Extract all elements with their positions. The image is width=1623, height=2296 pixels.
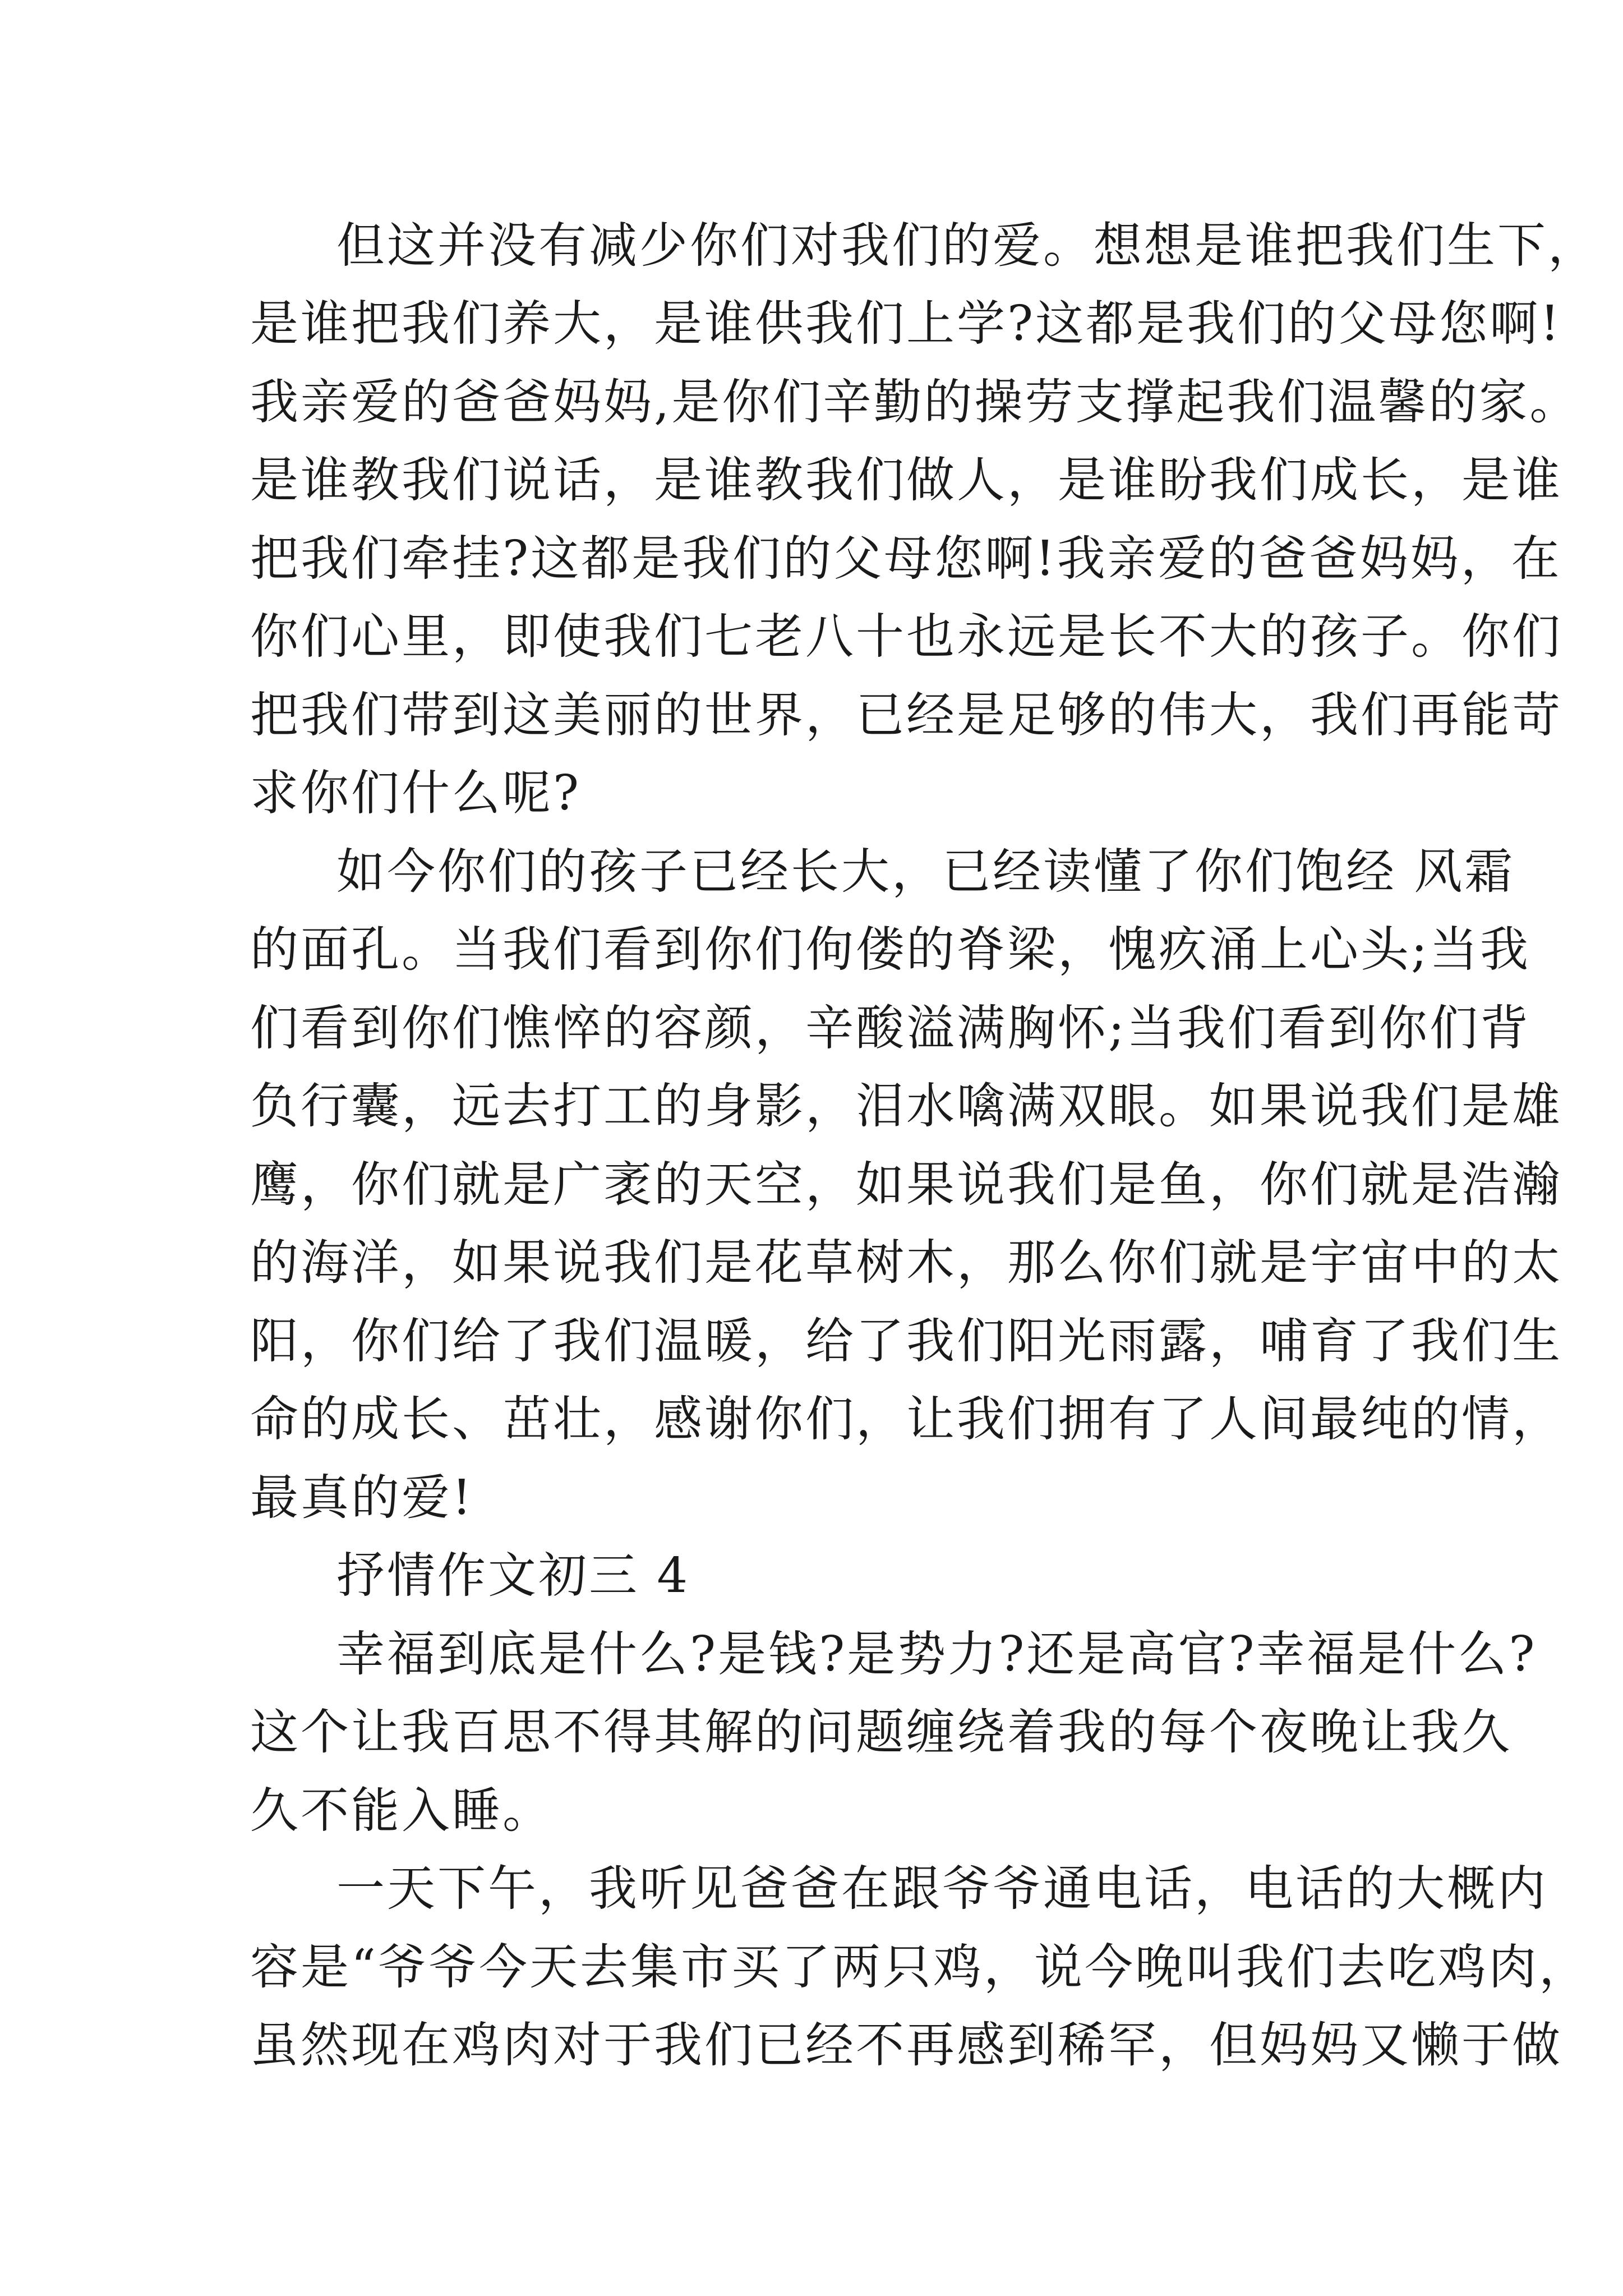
- text-line: 容是“爷爷今天去集市买了两只鸡，说今晚叫我们去吃鸡肉，: [250, 1939, 1589, 1995]
- text-line: 的海洋，如果说我们是花草树木，那么你们就是宇宙中的太: [250, 1235, 1562, 1291]
- text-line: 虽然现在鸡肉对于我们已经不再感到稀罕，但妈妈又懒于做: [250, 2017, 1562, 2073]
- text-line: 久不能入睡。: [250, 1783, 553, 1839]
- text-line: 你们心里，即使我们七老八十也永远是长不大的孩子。你们: [250, 609, 1562, 665]
- text-line: 最真的爱!: [250, 1470, 474, 1526]
- text-line: 阳，你们给了我们温暖，给了我们阳光雨露，哺育了我们生: [250, 1313, 1562, 1369]
- text-line: 一天下午，我听见爸爸在跟爷爷通电话，电话的大概内: [336, 1861, 1548, 1917]
- text-line: 如今你们的孩子已经长大，已经读懂了你们饱经 风霜: [336, 844, 1515, 900]
- text-line: 但这并没有减少你们对我们的爱。想想是谁把我们生下，: [336, 218, 1598, 274]
- text-line: 是谁把我们养大，是谁供我们上学?这都是我们的父母您啊!: [250, 296, 1562, 352]
- section-heading: 抒情作文初三 4: [336, 1548, 690, 1604]
- text-line: 命的成长、茁壮，感谢你们，让我们拥有了人间最纯的情，: [250, 1391, 1562, 1447]
- text-line: 求你们什么呢?: [250, 765, 582, 821]
- text-line: 把我们带到这美丽的世界，已经是足够的伟大，我们再能苛: [250, 687, 1562, 743]
- text-line: 幸福到底是什么?是钱?是势力?还是高官?幸福是什么?: [336, 1626, 1537, 1682]
- text-line: 把我们牵挂?这都是我们的父母您啊!我亲爱的爸爸妈妈，在: [250, 531, 1562, 587]
- text-line: 负行囊，远去打工的身影，泪水噙满双眼。如果说我们是雄: [250, 1078, 1562, 1134]
- text-line: 们看到你们憔悴的容颜，辛酸溢满胸怀;当我们看到你们背: [250, 1000, 1530, 1056]
- text-line: 我亲爱的爸爸妈妈,是你们辛勤的操劳支撑起我们温馨的家。: [250, 374, 1580, 430]
- text-line: 的面孔。当我们看到你们佝偻的脊梁，愧疚涌上心头;当我: [250, 922, 1530, 978]
- text-line: 是谁教我们说话，是谁教我们做人，是谁盼我们成长，是谁: [250, 452, 1562, 508]
- text-line: 这个让我百思不得其解的问题缠绕着我的每个夜晚让我久: [250, 1704, 1512, 1760]
- text-line: 鹰，你们就是广袤的天空，如果说我们是鱼，你们就是浩瀚: [250, 1157, 1562, 1213]
